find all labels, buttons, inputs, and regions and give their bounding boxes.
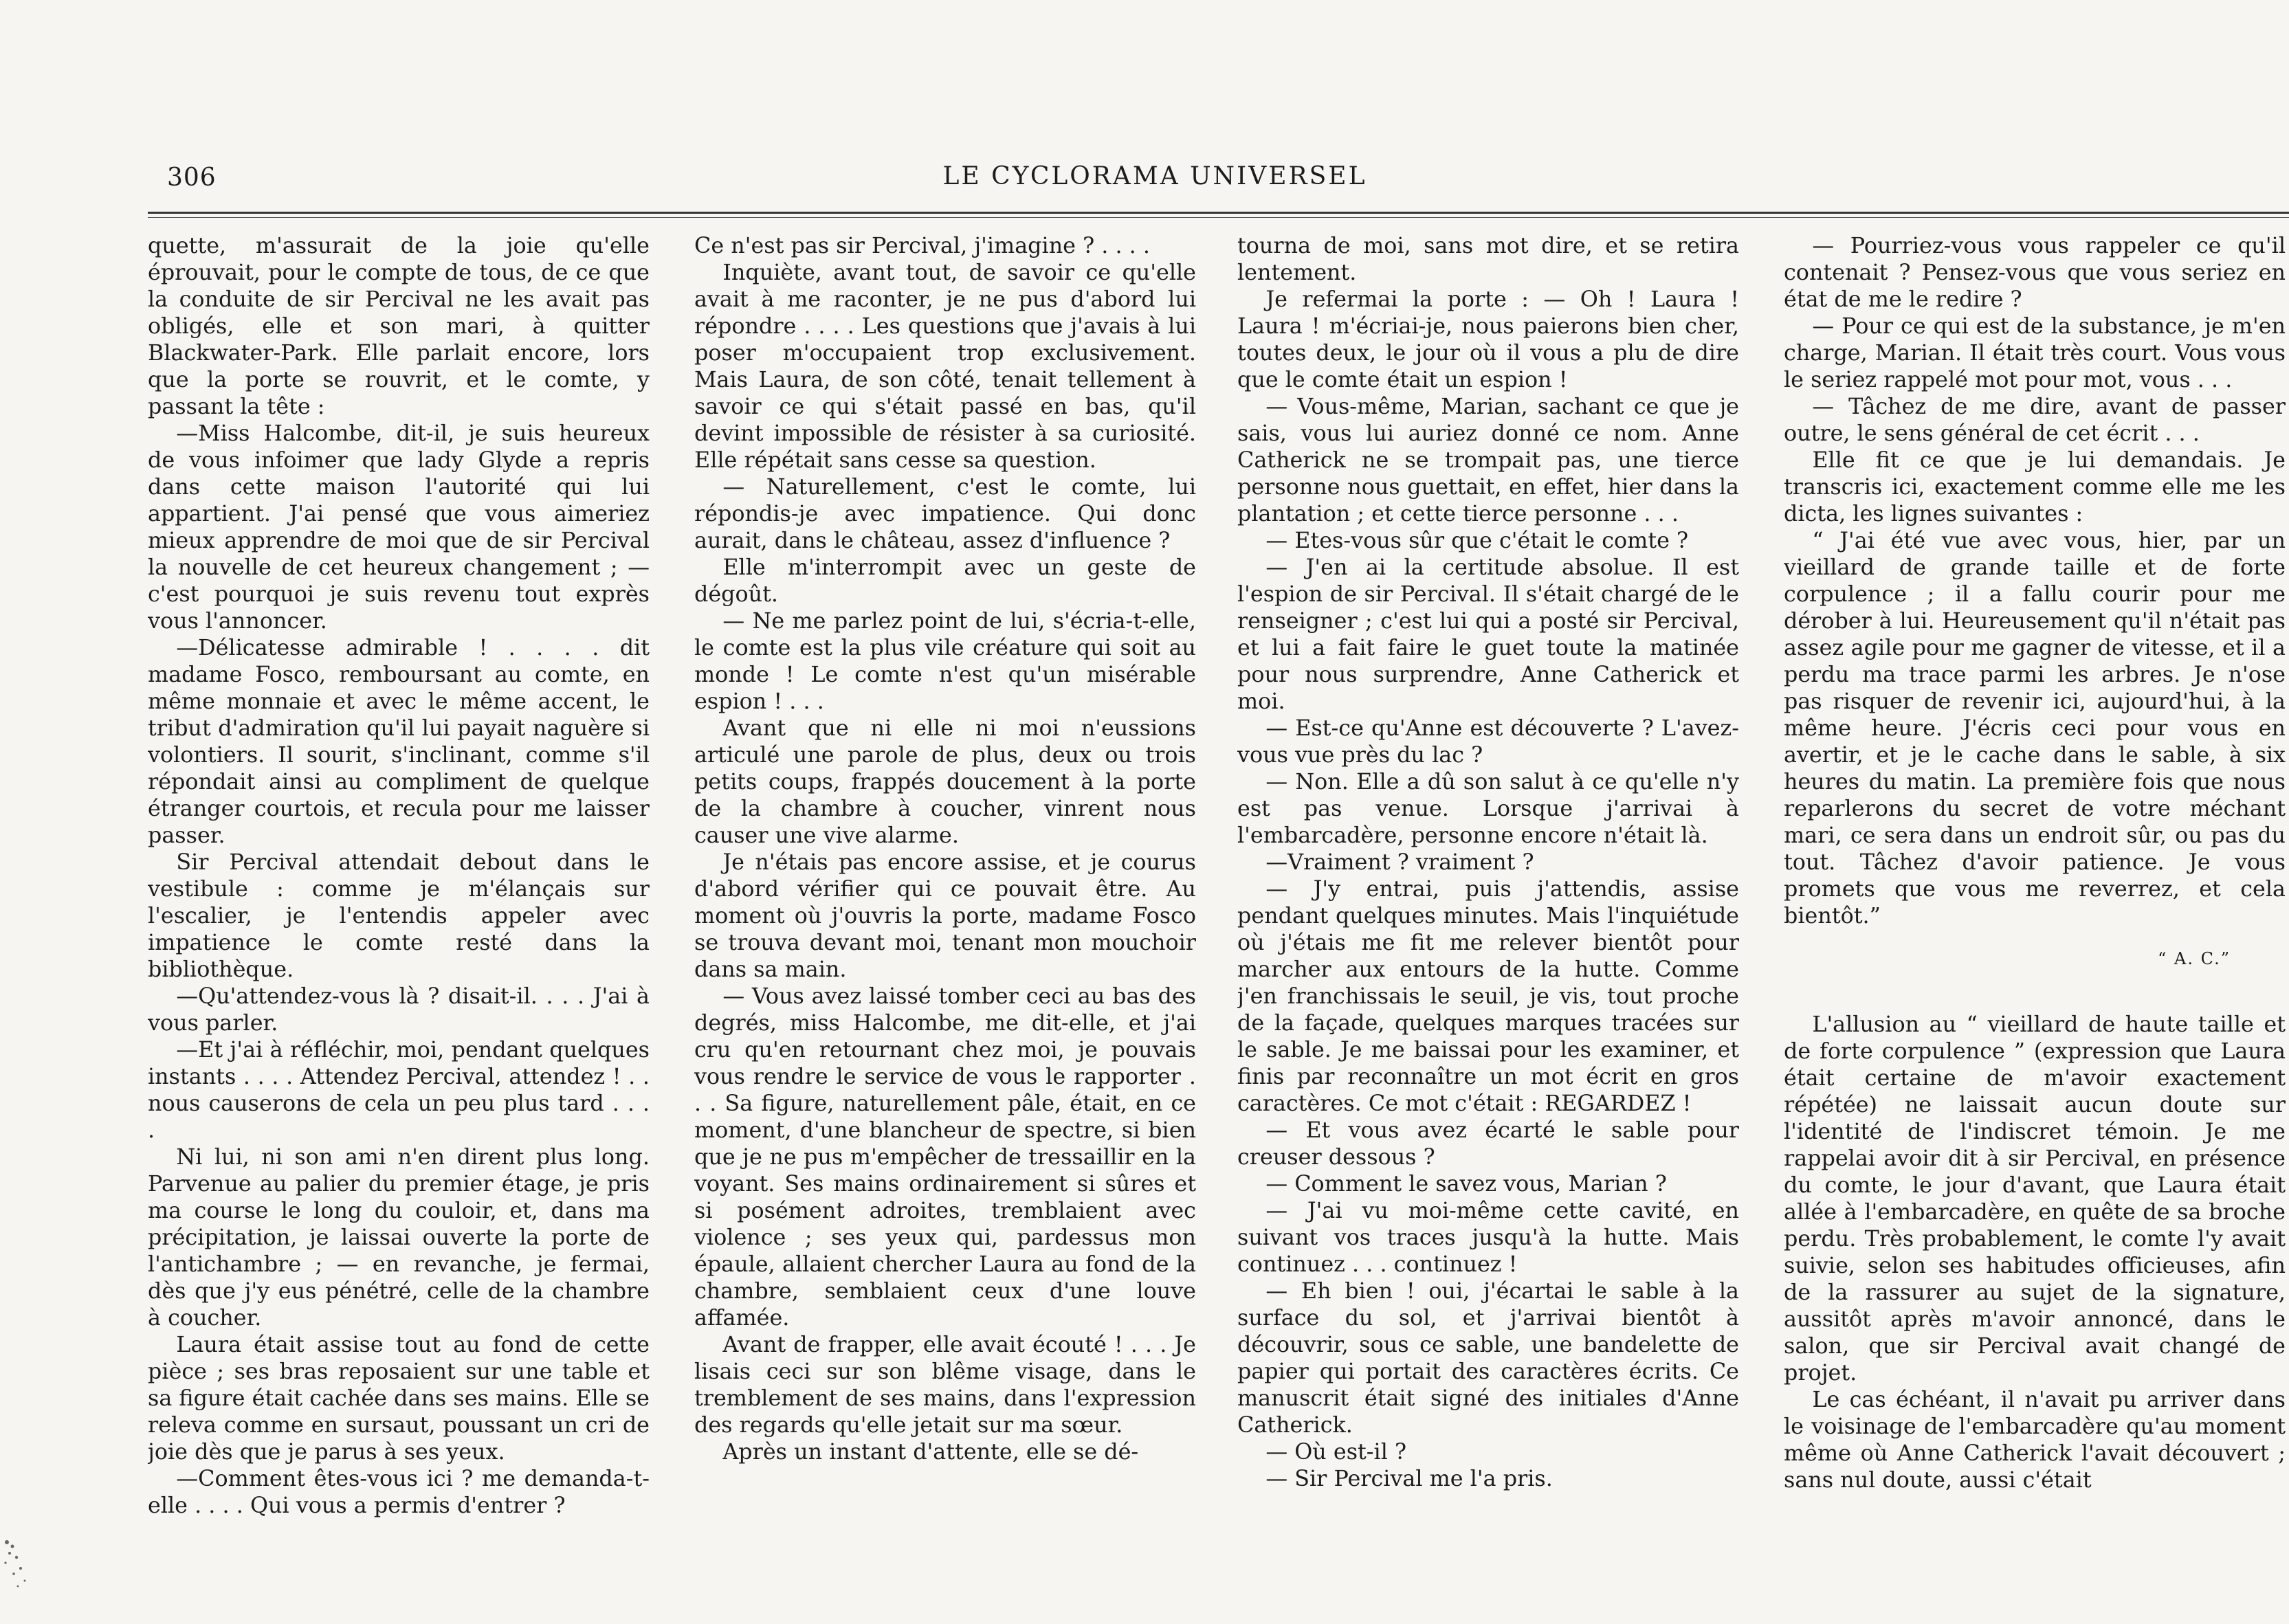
paragraph: — Eh bien ! oui, j'écartai le sable à la surface du sol, et j'arrivai bientôt à découvrir, sous ce sable, une bandelette de papier qui portait des caractères écrits. Ce manuscrit était signé des initiales d'Anne Catherick. — [1237, 1278, 1739, 1438]
paragraph: Laura était assise tout au fond de cette pièce ; ses bras reposaient sur une table et sa figure était cachée dans ses mains. Elle se releva comme en sursaut, poussant un cri de joie dès que je parus à ses yeux. — [148, 1332, 650, 1465]
paragraph: — Tâchez de me dire, avant de passer outre, le sens général de cet écrit . . . — [1784, 394, 2286, 446]
running-title: LE CYCLORAMA UNIVERSEL — [942, 162, 1367, 190]
page-header — [148, 159, 2162, 201]
paragraph: — J'en ai la certitude absolue. Il est l'espion de sir Percival. Il s'était chargé de le renseigner ; c'est lui qui a posté sir Percival, et lui a fait faire le guet toute la matinée pour nous surprendre, Anne Catherick et moi. — [1237, 555, 1739, 714]
paragraph: — J'ai vu moi-même cette cavité, en suivant vos traces jusqu'à la hutte. Mais continuez . . . continuez ! — [1237, 1198, 1739, 1277]
paragraph: Ni lui, ni son ami n'en dirent plus long. Parvenue au palier du premier étage, je pris ma course le long du couloir, et, dans ma précipitation, je laissai ouverte la porte de l'antichambre ; — en revanche, je fermai, dès que j'y eus pénétré, celle de la chambre à coucher. — [148, 1144, 650, 1331]
paragraph: — Vous-même, Marian, sachant ce que je sais, vous lui auriez donné ce nom. Anne Catherick ne se trompait pas, une tierce personne nous guettait, en effet, hier dans la plantation ; et cette tierce personne . . . — [1237, 394, 1739, 526]
paragraph: Avant de frapper, elle avait écouté ! . . . Je lisais ceci sur son blême visage, dans le tremblement de ses mains, dans l'expression des regards qu'elle jetait sur ma sœur. — [694, 1332, 1196, 1438]
margin-stain — [0, 1533, 41, 1594]
page-number: 306 — [167, 164, 217, 192]
paragraph: — Comment le savez vous, Marian ? — [1265, 1171, 1667, 1197]
paragraph: Après un instant d'attente, elle se dé- — [722, 1439, 1139, 1465]
paragraph: Je refermai la porte : — Oh ! Laura ! Laura ! m'écriai-je, nous paierons bien cher, toutes deux, le jour où il vous a plu de dire que le comte était un espion ! — [1237, 287, 1739, 392]
paragraph: — Etes-vous sûr que c'était le comte ? — [1265, 528, 1689, 553]
paragraph: — Naturellement, c'est le comte, lui répondis-je avec impatience. Qui donc aurait, dans le château, assez d'influence ? — [694, 474, 1196, 553]
paragraph: — J'y entrai, puis j'attendis, assise pendant quelques minutes. Mais l'inquiétude où j'étais me fit me relever bientôt pour marcher aux entours de la hutte. Comme j'en franchissais le seuil, je vis, tout proche de la façade, quelques marques tracées sur le sable. Je me baissai pour les examiner, et finis par reconnaître un mot écrit en gros caractères. Ce mot c'était : REGARDEZ ! — [1237, 876, 1739, 1116]
paragraph: — Pourriez-vous vous rappeler ce qu'il contenait ? Pensez-vous que vous seriez en état de me le redire ? — [1784, 233, 2286, 312]
paragraph: “ J'ai été vue avec vous, hier, par un vieillard de grande taille et de forte corpulence ; il a fallu courir pour me dérober à lui. Heureusement qu'il n'était pas assez agile pour me gagner de vitesse, et il a perdu ma trace parmi les arbres. Je n'ose pas risquer de revenir ici, aujourd'hui, à la même heure. J'écris ceci pour vous en avertir, et je le cache dans le sable, à six heures du matin. La première fois que nous reparlerons du secret de votre méchant mari, ce sera dans un endroit sûr, ou pas du tout. Tâchez d'avoir patience. Je vous promets que vous me reverrez, et cela bientôt.” — [1784, 528, 2286, 928]
paragraph: Sir Percival attendait debout dans le vestibule : comme je m'élançais sur l'escalier, je l'entendis appeler avec impatience le comte resté dans la bibliothèque. — [148, 849, 650, 982]
paragraph: — Non. Elle a dû son salut à ce qu'elle n'y est pas venue. Lorsque j'arrivai à l'embarcadère, personne encore n'était là. — [1237, 769, 1739, 848]
paragraph: — Vous avez laissé tomber ceci au bas des degrés, miss Halcombe, me dit-elle, et j'ai cru qu'en retournant chez moi, je pouvais vous rendre le service de vous le rapporter . . . Sa figure, naturellement pâle, était, en ce moment, d'une blancheur de spectre, si bien que je ne pus m'empêcher de tressaillir en la voyant. Ses mains ordinairement si sûres et si posément adroites, tremblaient avec violence ; ses yeux qui, pardessus mon épaule, allaient chercher Laura au fond de la chambre, semblaient ceux d'une louve affamée. — [694, 983, 1196, 1331]
text-columns — [148, 232, 2289, 1572]
column-4 — [1784, 232, 2286, 1572]
paragraph: — Où est-il ? — [1265, 1439, 1407, 1465]
column-1 — [148, 232, 650, 1572]
paragraph: — Est-ce qu'Anne est découverte ? L'avez-vous vue près du lac ? — [1237, 715, 1739, 768]
header-rule — [148, 212, 2289, 218]
paragraph: —Comment êtes-vous ici ? me demanda-t-elle . . . . Qui vous a permis d'entrer ? — [148, 1466, 650, 1518]
paragraph: Le cas échéant, il n'avait pu arriver dans le voisinage de l'embarcadère qu'au moment même où Anne Catherick l'avait découvert ; sans nul doute, aussi c'était — [1784, 1387, 2286, 1493]
paragraph: Ce n'est pas sir Percival, j'imagine ? . . . . — [694, 233, 1150, 258]
paragraph: L'allusion au “ vieillard de haute taille et de forte corpulence ” (expression que Laura était certaine de m'avoir exactement répétée) ne laissait aucun doute sur l'identité de l'indiscret témoin. Je me rappelai avoir dit à sir Percival, en présence du comte, le jour d'avant, que Laura était allée à l'embarcadère, en quête de sa broche perdu. Très probablement, le comte l'y avait suivie, selon ses habitudes officieuses, afin de la rassurer au sujet de la signature, aussitôt après m'avoir annoncé, dans le salon, que sir Percival avait changé de projet. — [1784, 1012, 2286, 1386]
paragraph: —Délicatesse admirable ! . . . . dit madame Fosco, remboursant au comte, en même monnaie et avec le même accent, le tribut d'admiration qu'il lui payait naguère si volontiers. Il sourit, s'inclinant, comme s'il répondait ainsi au compliment de quelque étranger courtois, et recula pour me laisser passer. — [148, 635, 650, 848]
paragraph: Elle m'interrompit avec un geste de dégoût. — [694, 555, 1196, 607]
paragraph: — Ne me parlez point de lui, s'écria-t-elle, le comte est la plus vile créature qui soit au monde ! Le comte n'est qu'un misérable espion ! . . . — [694, 608, 1196, 714]
paragraph: Inquiète, avant tout, de savoir ce qu'elle avait à me raconter, je ne pus d'abord lui répondre . . . . Les questions que j'avais à lui poser m'occupaient trop exclusivement. Mais Laura, de son côté, tenait tellement à savoir ce qui s'était passé en bas, qu'il devint impossible de résister à sa curiosité. Elle répétait sans cesse sa question. — [694, 260, 1196, 473]
paragraph: —Miss Halcombe, dit-il, je suis heureux de vous infoimer que lady Glyde a repris dans cette maison l'autorité qui lui appartient. J'ai pensé que vous aimeriez mieux apprendre de moi que de sir Percival la nouvelle de cet heureux changement ; — c'est pourquoi je suis revenu tout exprès vous l'annoncer. — [148, 421, 650, 634]
paragraph: quette, m'assurait de la joie qu'elle éprouvait, pour le compte de tous, de ce que la conduite de sir Percival ne les avait pas obligés, elle et son mari, à quitter Blackwater-Park. Elle parlait encore, lors que la porte se rouvrit, et le comte, y passant la tête : — [148, 233, 650, 419]
paragraph: —Qu'attendez-vous là ? disait-il. . . . J'ai à vous parler. — [148, 983, 650, 1036]
paragraph: Je n'étais pas encore assise, et je courus d'abord vérifier qui ce pouvait être. Au moment où j'ouvris la porte, madame Fosco se trouva devant moi, tenant mon mouchoir dans sa main. — [694, 849, 1196, 982]
paragraph: —Vraiment ? vraiment ? — [1265, 849, 1534, 875]
paragraph: “ A. C.” — [2158, 949, 2231, 968]
column-2 — [694, 232, 1196, 1572]
paragraph: Elle fit ce que je lui demandais. Je transcris ici, exactement comme elle me les dicta, les lignes suivantes : — [1784, 447, 2286, 526]
paragraph: — Et vous avez écarté le sable pour creuser dessous ? — [1237, 1117, 1739, 1170]
paragraph: —Et j'ai à réfléchir, moi, pendant quelques instants . . . . Attendez Percival, attendez ! . . nous causerons de cela un peu plus tard . . . . — [148, 1037, 650, 1143]
paragraph: tourna de moi, sans mot dire, et se retira lentement. — [1237, 233, 1739, 285]
column-3 — [1237, 232, 1739, 1572]
paragraph: — Sir Percival me l'a pris. — [1265, 1466, 1553, 1491]
paragraph: Avant que ni elle ni moi n'eussions articulé une parole de plus, deux ou trois petits coups, frappés doucement à la porte de la chambre à coucher, vinrent nous causer une vive alarme. — [694, 715, 1196, 848]
paragraph: — Pour ce qui est de la substance, je m'en charge, Marian. Il était très court. Vous vous le seriez rappelé mot pour mot, vous . . . — [1784, 313, 2286, 392]
